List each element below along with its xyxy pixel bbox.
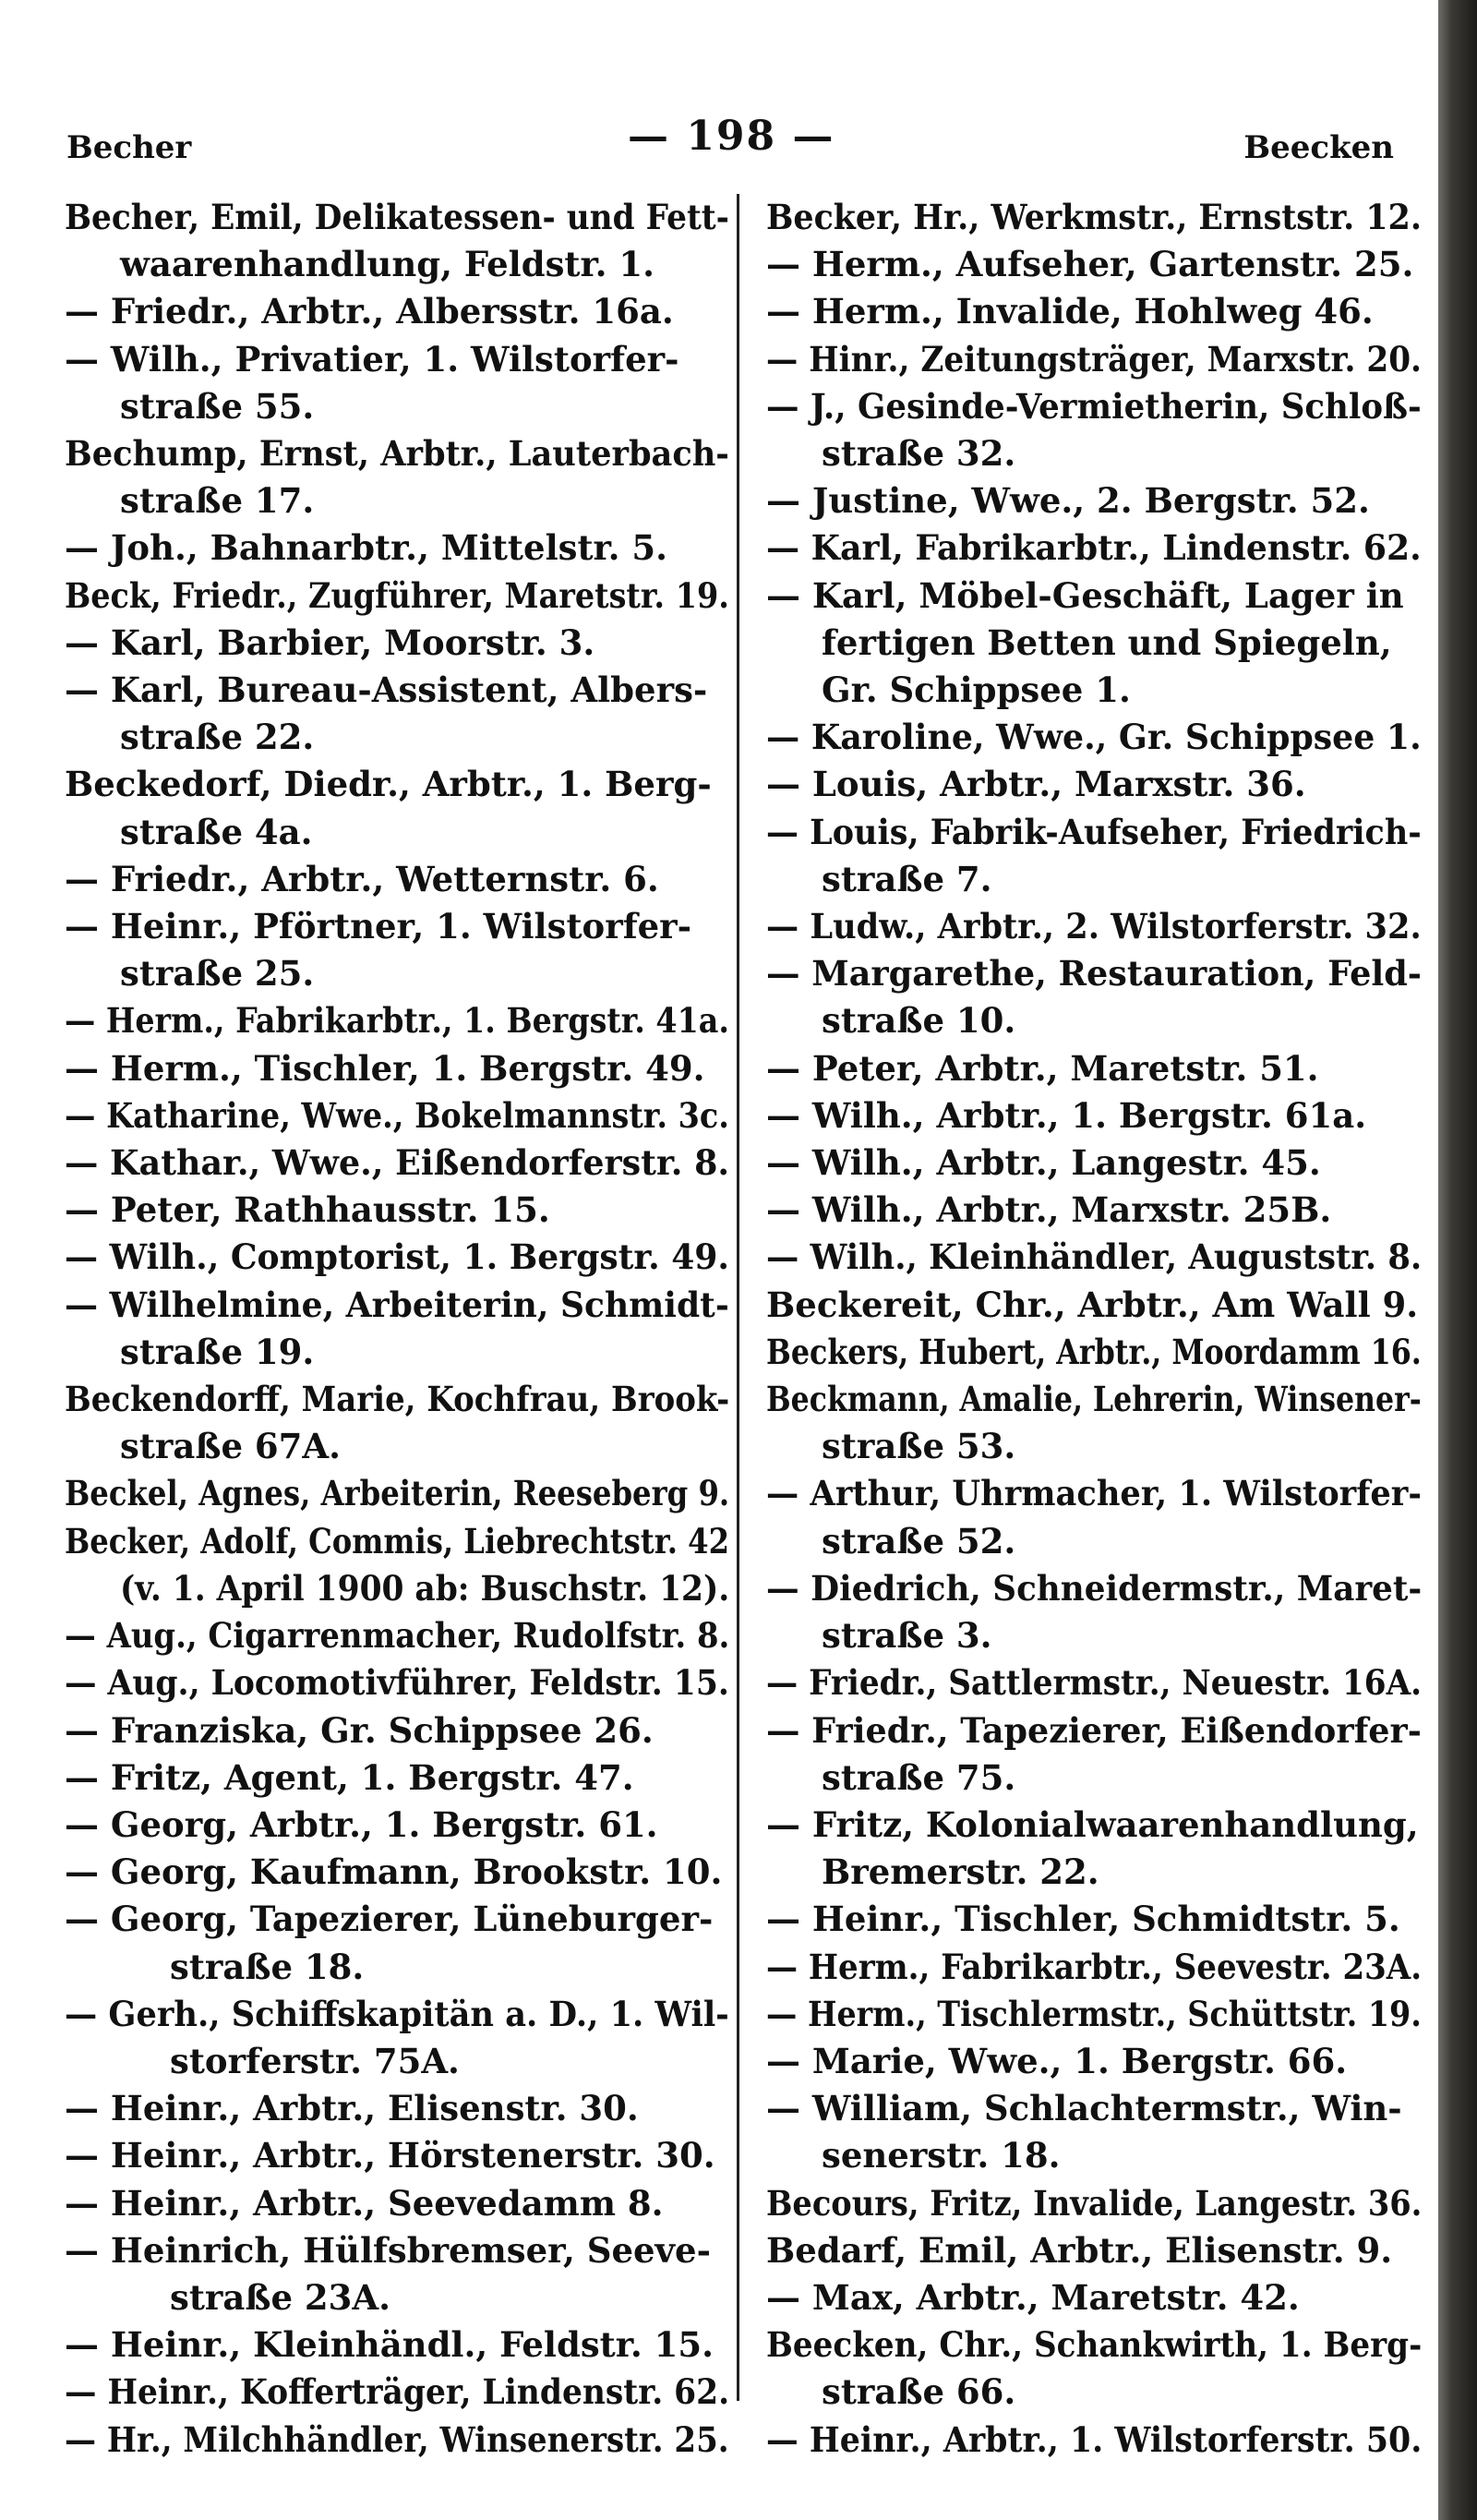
directory-entry-line: — Heinr., Arbtr., Seevedamm 8. — [65, 2182, 664, 2224]
directory-entry-line: — Karl, Fabrikarbtr., Lindenstr. 62. — [766, 527, 1422, 569]
left-column — [65, 194, 729, 2464]
directory-entry-line: straße 67A. — [120, 1426, 342, 1467]
right-column — [766, 194, 1422, 2464]
directory-entry-line: — Katharine, Wwe., Bokelmannstr. 3c. — [65, 1094, 729, 1136]
directory-entry-line: — Heinrich, Hülfsbremser, Seeve- — [65, 2229, 711, 2271]
directory-entry-line: — Wilh., Arbtr., Langestr. 45. — [766, 1142, 1321, 1184]
directory-entry-line: — Heinr., Pförtner, 1. Wilstorfer- — [65, 906, 692, 947]
directory-entry-line: Gr. Schippsee 1. — [822, 669, 1131, 711]
directory-entry-line: — Heinr., Kleinhändl., Feldstr. 15. — [65, 2324, 714, 2366]
directory-entry-line: straße 19. — [120, 1331, 315, 1372]
directory-entry-line: — Herm., Invalide, Hohlweg 46. — [766, 291, 1374, 332]
directory-entry-line: straße 3. — [822, 1615, 992, 1657]
directory-entry-line: Beckel, Agnes, Arbeiterin, Reeseberg 9. — [65, 1473, 730, 1514]
directory-entry-line: straße 52. — [822, 1520, 1016, 1561]
directory-entry-line: Bremerstr. 22. — [822, 1851, 1099, 1893]
directory-entry-line: Becours, Fritz, Invalide, Langestr. 36. — [766, 2182, 1423, 2224]
header-left-catchword: Becher — [66, 129, 192, 166]
directory-entry-line: Becker, Hr., Werkmstr., Ernststr. 12. — [766, 197, 1422, 237]
directory-entry-line: — Heinr., Arbtr., Elisenstr. 30. — [65, 2088, 639, 2129]
directory-entry-line: Bechump, Ernst, Arbtr., Lauterbach- — [65, 433, 729, 475]
directory-entry-line: — J., Gesinde-Vermietherin, Schloß- — [766, 385, 1422, 427]
directory-entry-line: — Wilh., Kleinhändler, Auguststr. 8. — [766, 1236, 1423, 1278]
directory-entry-line: — Justine, Wwe., 2. Bergstr. 52. — [766, 480, 1370, 522]
directory-entry-line: — Aug., Cigarrenmacher, Rudolfstr. 8. — [65, 1615, 730, 1657]
directory-entry-line: — Wilh., Arbtr., Marxstr. 25B. — [766, 1189, 1332, 1231]
directory-entry-line: waarenhandlung, Feldstr. 1. — [120, 244, 654, 285]
directory-entry-line: — Karoline, Wwe., Gr. Schippsee 1. — [766, 717, 1422, 758]
directory-entry-line: — Wilh., Privatier, 1. Wilstorfer- — [65, 338, 679, 380]
directory-entry-line: — Karl, Möbel-Geschäft, Lager in — [766, 574, 1404, 616]
directory-entry-line: — Franziska, Gr. Schippsee 26. — [65, 1709, 654, 1751]
directory-entry-line: — Friedr., Arbtr., Albersstr. 16a. — [65, 291, 674, 332]
directory-entry-line: — Louis, Fabrik-Aufseher, Friedrich- — [766, 811, 1422, 852]
directory-entry-line: — Kathar., Wwe., Eißendorferstr. 8. — [65, 1142, 730, 1184]
directory-entry-line: senerstr. 18. — [822, 2135, 1061, 2176]
directory-entry-line: — Heinr., Tischler, Schmidtstr. 5. — [766, 1899, 1400, 1940]
directory-entry-line: Beckendorff, Marie, Kochfrau, Brook- — [65, 1379, 730, 1420]
directory-entry-line: Bedarf, Emil, Arbtr., Elisenstr. 9. — [766, 2229, 1393, 2271]
directory-entry-line: — Friedr., Sattlermstr., Neuestr. 16A. — [766, 1662, 1423, 1704]
directory-entry-line: — Herm., Tischlermstr., Schüttstr. 19. — [766, 1993, 1422, 2034]
directory-entry-line: — Wilhelmine, Arbeiterin, Schmidt- — [65, 1284, 729, 1325]
directory-entry-line: — Hinr., Zeitungsträger, Marxstr. 20. — [766, 338, 1423, 380]
directory-entry-line: — Max, Arbtr., Maretstr. 42. — [766, 2276, 1300, 2318]
directory-entry-line: — Diedrich, Schneidermstr., Maret- — [766, 1567, 1423, 1609]
directory-entry-line: Beckers, Hubert, Arbtr., Moordamm 16. — [766, 1331, 1422, 1372]
directory-entry-line: straße 7. — [822, 858, 992, 899]
directory-entry-line: — Peter, Rathhausstr. 15. — [65, 1189, 550, 1231]
directory-entry-line: — Louis, Arbtr., Marxstr. 36. — [766, 764, 1306, 805]
directory-entry-line: straße 53. — [822, 1426, 1016, 1467]
directory-entry-line: — Fritz, Kolonialwaarenhandlung, — [766, 1803, 1419, 1845]
directory-entry-line: — Wilh., Arbtr., 1. Bergstr. 61a. — [766, 1094, 1367, 1136]
directory-entry-line: — Aug., Locomotivführer, Feldstr. 15. — [65, 1662, 729, 1704]
directory-entry-line: — Marie, Wwe., 1. Bergstr. 66. — [766, 2040, 1348, 2081]
directory-entry-line: Beecken, Chr., Schankwirth, 1. Berg- — [766, 2324, 1423, 2366]
directory-entry-line: — Georg, Arbtr., 1. Bergstr. 61. — [65, 1803, 658, 1845]
directory-entry-line: — Fritz, Agent, 1. Bergstr. 47. — [65, 1756, 634, 1798]
directory-entry-line: straße 75. — [822, 1756, 1016, 1798]
directory-entry-line: — Ludw., Arbtr., 2. Wilstorferstr. 32. — [766, 906, 1422, 947]
directory-entry-line: straße 25. — [120, 953, 315, 995]
directory-entry-line: straße 17. — [120, 480, 315, 522]
directory-entry-line: — Heinr., Arbtr., 1. Wilstorferstr. 50. — [766, 2418, 1423, 2460]
directory-entry-line: — Karl, Bureau-Assistent, Albers- — [65, 669, 708, 711]
directory-entry-line: storferstr. 75A. — [170, 2040, 460, 2081]
directory-entry-line: straße 4a. — [120, 811, 313, 852]
directory-entry-line: Beckmann, Amalie, Lehrerin, Winsener- — [766, 1379, 1422, 1420]
directory-entry-line: straße 66. — [822, 2371, 1016, 2413]
directory-entry-line: — Friedr., Tapezierer, Eißendorfer- — [766, 1709, 1422, 1751]
directory-entry-line: — Friedr., Arbtr., Wetternstr. 6. — [65, 858, 659, 899]
directory-entry-line: (v. 1. April 1900 ab: Buschstr. 12). — [120, 1567, 730, 1609]
directory-entry-line: straße 32. — [822, 433, 1016, 475]
directory-entry-line: — Karl, Barbier, Moorstr. 3. — [65, 621, 595, 663]
directory-entry-line: — Heinr., Arbtr., Hörstenerstr. 30. — [65, 2135, 715, 2176]
directory-entry-line: Beckereit, Chr., Arbtr., Am Wall 9. — [766, 1284, 1419, 1325]
directory-entry-line: straße 10. — [822, 1000, 1016, 1042]
directory-entry-line: — Margarethe, Restauration, Feld- — [766, 953, 1422, 995]
book-edge — [1438, 0, 1477, 2520]
directory-entry-line: — Georg, Tapezierer, Lüneburger- — [65, 1899, 714, 1940]
directory-entry-line: straße 23A. — [170, 2276, 391, 2318]
directory-entry-line: — Peter, Arbtr., Maretstr. 51. — [766, 1047, 1319, 1089]
directory-entry-line: — Heinr., Kofferträger, Lindenstr. 62. — [65, 2371, 730, 2413]
directory-entry-line: straße 18. — [170, 1946, 365, 1987]
directory-entry-line: — Gerh., Schiffskapitän a. D., 1. Wil- — [65, 1993, 729, 2034]
directory-entry-line: — Arthur, Uhrmacher, 1. Wilstorfer- — [766, 1473, 1422, 1514]
directory-entry-line: Becher, Emil, Delikatessen- und Fett- — [65, 197, 729, 237]
directory-entry-line: — Herm., Tischler, 1. Bergstr. 49. — [65, 1047, 705, 1089]
page-number: — 198 — — [628, 113, 835, 160]
directory-entry-line: — Joh., Bahnarbtr., Mittelstr. 5. — [65, 527, 668, 569]
directory-entry-line: straße 22. — [120, 717, 315, 758]
directory-entry-line: — Herm., Fabrikarbtr., 1. Bergstr. 41a. — [65, 1000, 729, 1042]
directory-entry-line: — Herm., Fabrikarbtr., Seevestr. 23A. — [766, 1946, 1423, 1987]
directory-entry-line: — William, Schlachtermstr., Win- — [766, 2088, 1402, 2129]
column-divider — [737, 194, 739, 2401]
directory-entry-line: — Wilh., Comptorist, 1. Bergstr. 49. — [65, 1236, 729, 1278]
directory-entry-line: — Hr., Milchhändler, Winsenerstr. 25. — [65, 2418, 729, 2460]
directory-entry-line: — Herm., Aufseher, Gartenstr. 25. — [766, 244, 1414, 285]
header-right-catchword: Beecken — [1243, 129, 1394, 166]
directory-entry-line: Becker, Adolf, Commis, Liebrechtstr. 42 — [65, 1520, 730, 1561]
directory-entry-line: Beckedorf, Diedr., Arbtr., 1. Berg- — [65, 764, 712, 805]
directory-entry-line: Beck, Friedr., Zugführer, Maretstr. 19. — [65, 574, 729, 616]
directory-entry-line: fertigen Betten und Spiegeln, — [822, 621, 1392, 663]
page-header — [55, 103, 1394, 168]
directory-entry-line: straße 55. — [120, 385, 315, 427]
directory-entry-line: — Georg, Kaufmann, Brookstr. 10. — [65, 1851, 723, 1893]
